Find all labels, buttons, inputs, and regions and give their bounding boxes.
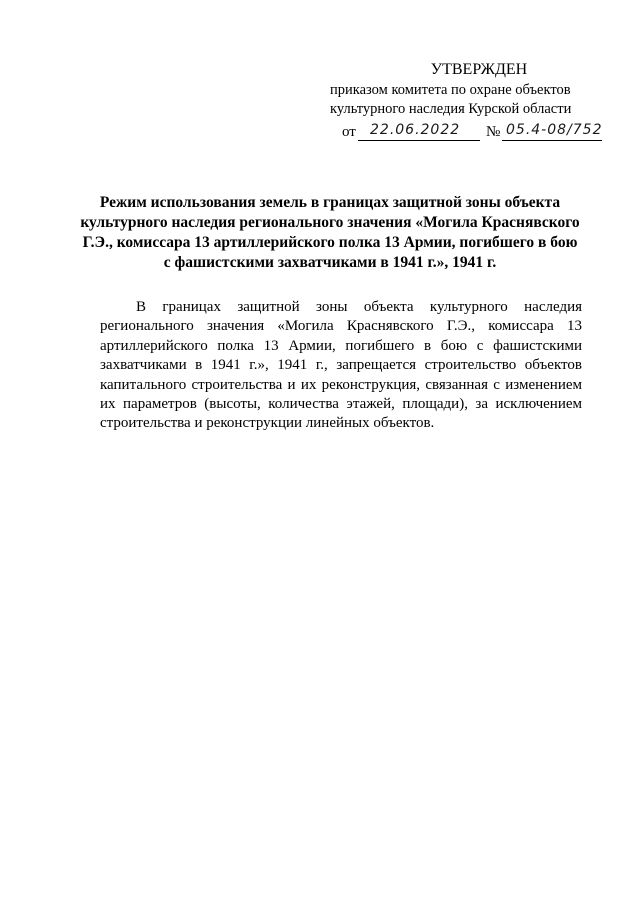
document-title: Режим использования земель в границах защитной зоны объекта культурного наследия регионального значения «Могила Краснявского Г.Э., комиссара 13 артиллерийского полка 13 Армии, погибшего в бою с фашистскими захватчиками в 1941 г.», 1941 г. <box>80 194 580 271</box>
from-label: от <box>342 124 356 140</box>
order-details <box>330 123 620 145</box>
approval-line-2: культурного наследия Курской области <box>330 101 572 117</box>
approved-heading: УТВЕРЖДЕН <box>430 61 528 78</box>
approval-line-1: приказом комитета по охране объектов <box>330 82 571 98</box>
handwritten-date: 22.06.2022 <box>370 122 461 138</box>
number-label: № <box>486 124 501 140</box>
approval-block <box>330 60 620 145</box>
date-underline <box>358 140 480 141</box>
handwritten-number: 05.4-08/752 <box>506 122 603 138</box>
number-underline <box>502 140 602 141</box>
document-paragraph: В границах защитной зоны объекта культурного наследия регионального значения «Могила Краснявского Г.Э., комиссара 13 артиллерийского полка 13 Армии, погибшего в бою с фашистскими захватчиками в 1941 г.», 1941 г., запрещается строительство объектов капитального строительства и их реконструкция, связанная с изменением их параметров (высоты, количества этажей, площади), за исключением строительства и реконструкции линейных объектов. <box>100 299 582 432</box>
